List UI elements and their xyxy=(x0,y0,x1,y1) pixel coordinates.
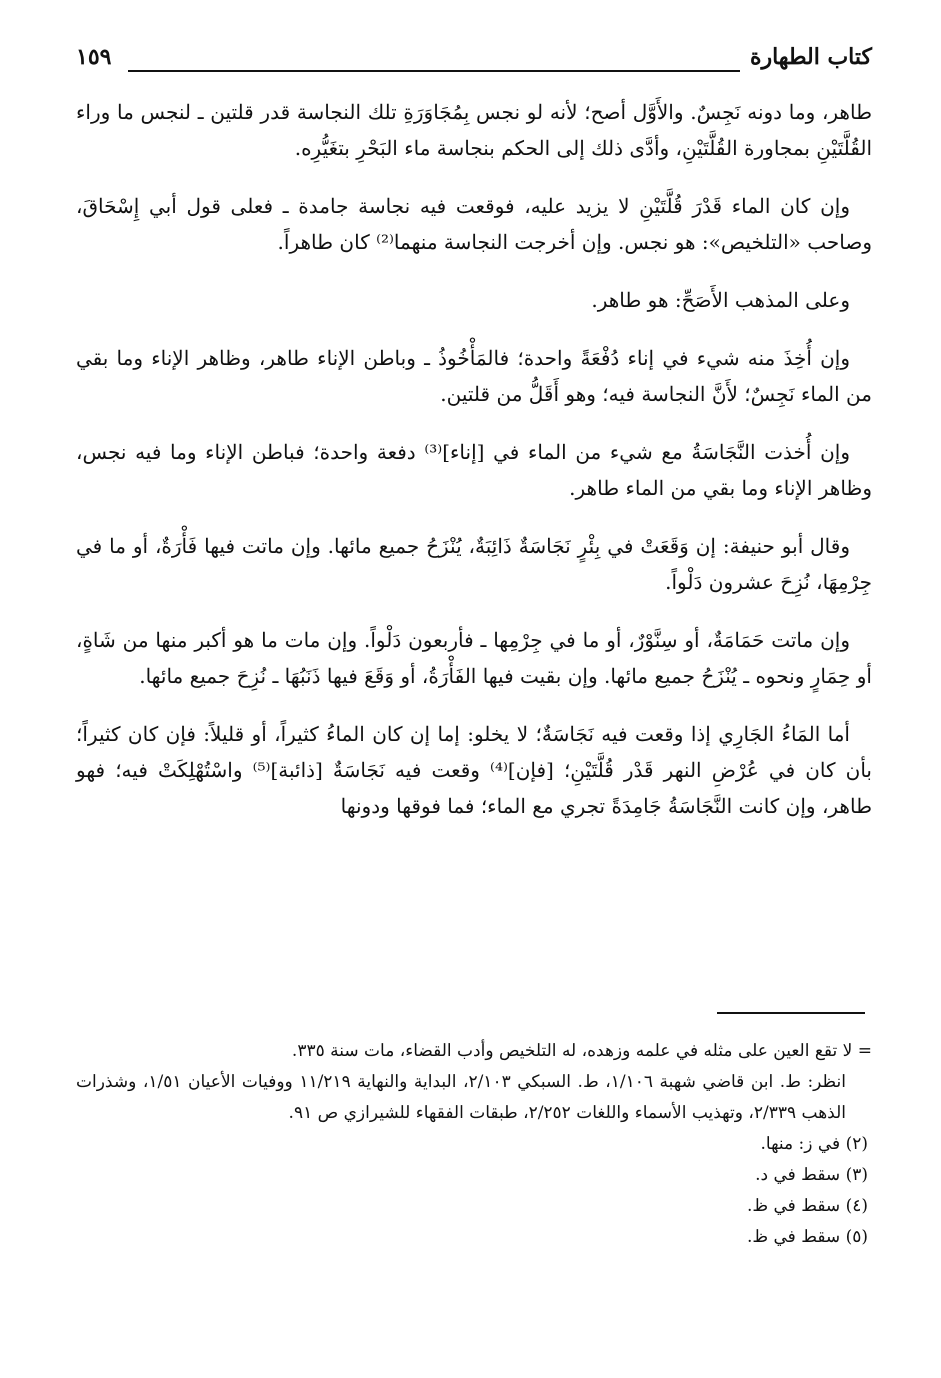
footnote-continuation-1: = لا تقع العين على مثله في علمه وزهده، له التلخيص وأدب القضاء، مات سنة ٣٣٥. xyxy=(291,1041,872,1061)
main-text xyxy=(76,94,872,846)
paragraph-4: وإن أُخِذَ منه شيء في إناء دُفْعَةً واحدة؛ فالمَأْخُوذُ ـ وباطن الإناء طاهر، وظاهر الإناء وما بقي من الماء نَجِسٌ؛ لأَنَّ النجاسة فيه؛ وهو أَقَلُّ من قلتين. xyxy=(76,346,872,406)
page-number: ١٥٩ xyxy=(76,44,112,70)
footnote-continuation-2: انظر: ط. ابن قاضي شهبة ١/١٠٦، ط. السبكي ٢/١٠٣، البداية والنهاية ١١/٢١٩ ووفيات الأعيان ١/٥١، وشذرات الذهب ٢/٣٣٩، وتهذيب الأسماء واللغات ٢/٢٥٢، طبقات الفقهاء للشيرازي ص ٩١. xyxy=(76,1072,846,1123)
footnote-5: (٥) سقط في ظ. xyxy=(746,1227,868,1247)
paragraph-1: طاهر، وما دونه نَجِسٌ. والأَوَّل أصح؛ لأنه لو نجس بِمُجَاوَرَةِ تلك النجاسة قدر قلتين ـ لنجس ما وراء القُلَّتَيْنِ بمجاورة القُلَّتَيْنِ، وأدَّى ذلك إلى الحكم بنجاسة ماء البَحْرِ بتغَيُّرِه. xyxy=(76,100,872,160)
paragraph-3: وعلى المذهب الأَصَحِّ: هو طاهر. xyxy=(591,288,850,312)
footnote-4: (٤) سقط في ظ. xyxy=(746,1196,868,1216)
page-header xyxy=(76,44,872,84)
paragraph-2: وإن كان الماء قَدْرَ قُلَّتَيْنِ لا يزيد عليه، فوقعت فيه نجاسة جامدة ـ فعلى قول أبي إِسْحَاقَ، وصاحب «التلخيص»: هو نجس. وإن أخرجت النجاسة منهما⁽²⁾ كان طاهراً. xyxy=(76,194,872,254)
paragraph-8: أما المَاءُ الجَارِي إذا وقعت فيه نَجَاسَةٌ؛ لا يخلو: إما إن كان الماءُ كثيراً، أو قليلاً: فإن كان كثيراً؛ بأن كان في عُرْضِ النهر قَدْر قُلَّتَيْنِ؛ [فإن]⁽⁴⁾ وقعت فيه نَجَاسَةٌ [ذائبة]⁽⁵⁾ واسْتُهْلِكَتْ فيه؛ فهو طاهر، وإن كانت النَّجَاسَةُ جَامِدَةً تجري مع الماء؛ فما فوقها ودونها xyxy=(76,722,872,818)
running-title: كتاب الطهارة xyxy=(749,44,872,70)
header-rule xyxy=(128,70,740,72)
paragraph-6: وقال أبو حنيفة: إن وَقَعَتْ في بِئْرٍ نَجَاسَةٌ ذَائِبَةٌ، يُنْزَحُ جميع مائها. وإن ماتت فيها فَأْرَةٌ، أو ما في جِرْمِهَا، نُزِحَ عشرون دَلْواً. xyxy=(76,534,872,594)
footnote-separator xyxy=(717,1012,865,1014)
footnotes xyxy=(76,1036,872,1253)
footnote-2: (٢) في ز: منها. xyxy=(760,1134,868,1154)
paragraph-5: وإن أُخذت النَّجَاسَةُ مع شيء من الماء في [إناء]⁽³⁾ دفعة واحدة؛ فباطن الإناء وما فيه نجس، وظاهر الإناء وما بقي من الماء طاهر. xyxy=(76,440,872,500)
footnote-3: (٣) سقط في د. xyxy=(755,1165,868,1185)
paragraph-7: وإن ماتت حَمَامَةٌ، أو سِنَّوْرٌ، أو ما في جِرْمِها ـ فأربعون دَلْواً. وإن مات ما هو أكبر منها من شَاةٍ، أو حِمَارٍ ونحوه ـ يُنْزَحُ جميع مائها. وإن بقيت فيها الفَأْرَةُ، أو وَقَعَ فيها ذَنَبُهَا ـ نُزِحَ جميع مائها. xyxy=(76,628,872,688)
